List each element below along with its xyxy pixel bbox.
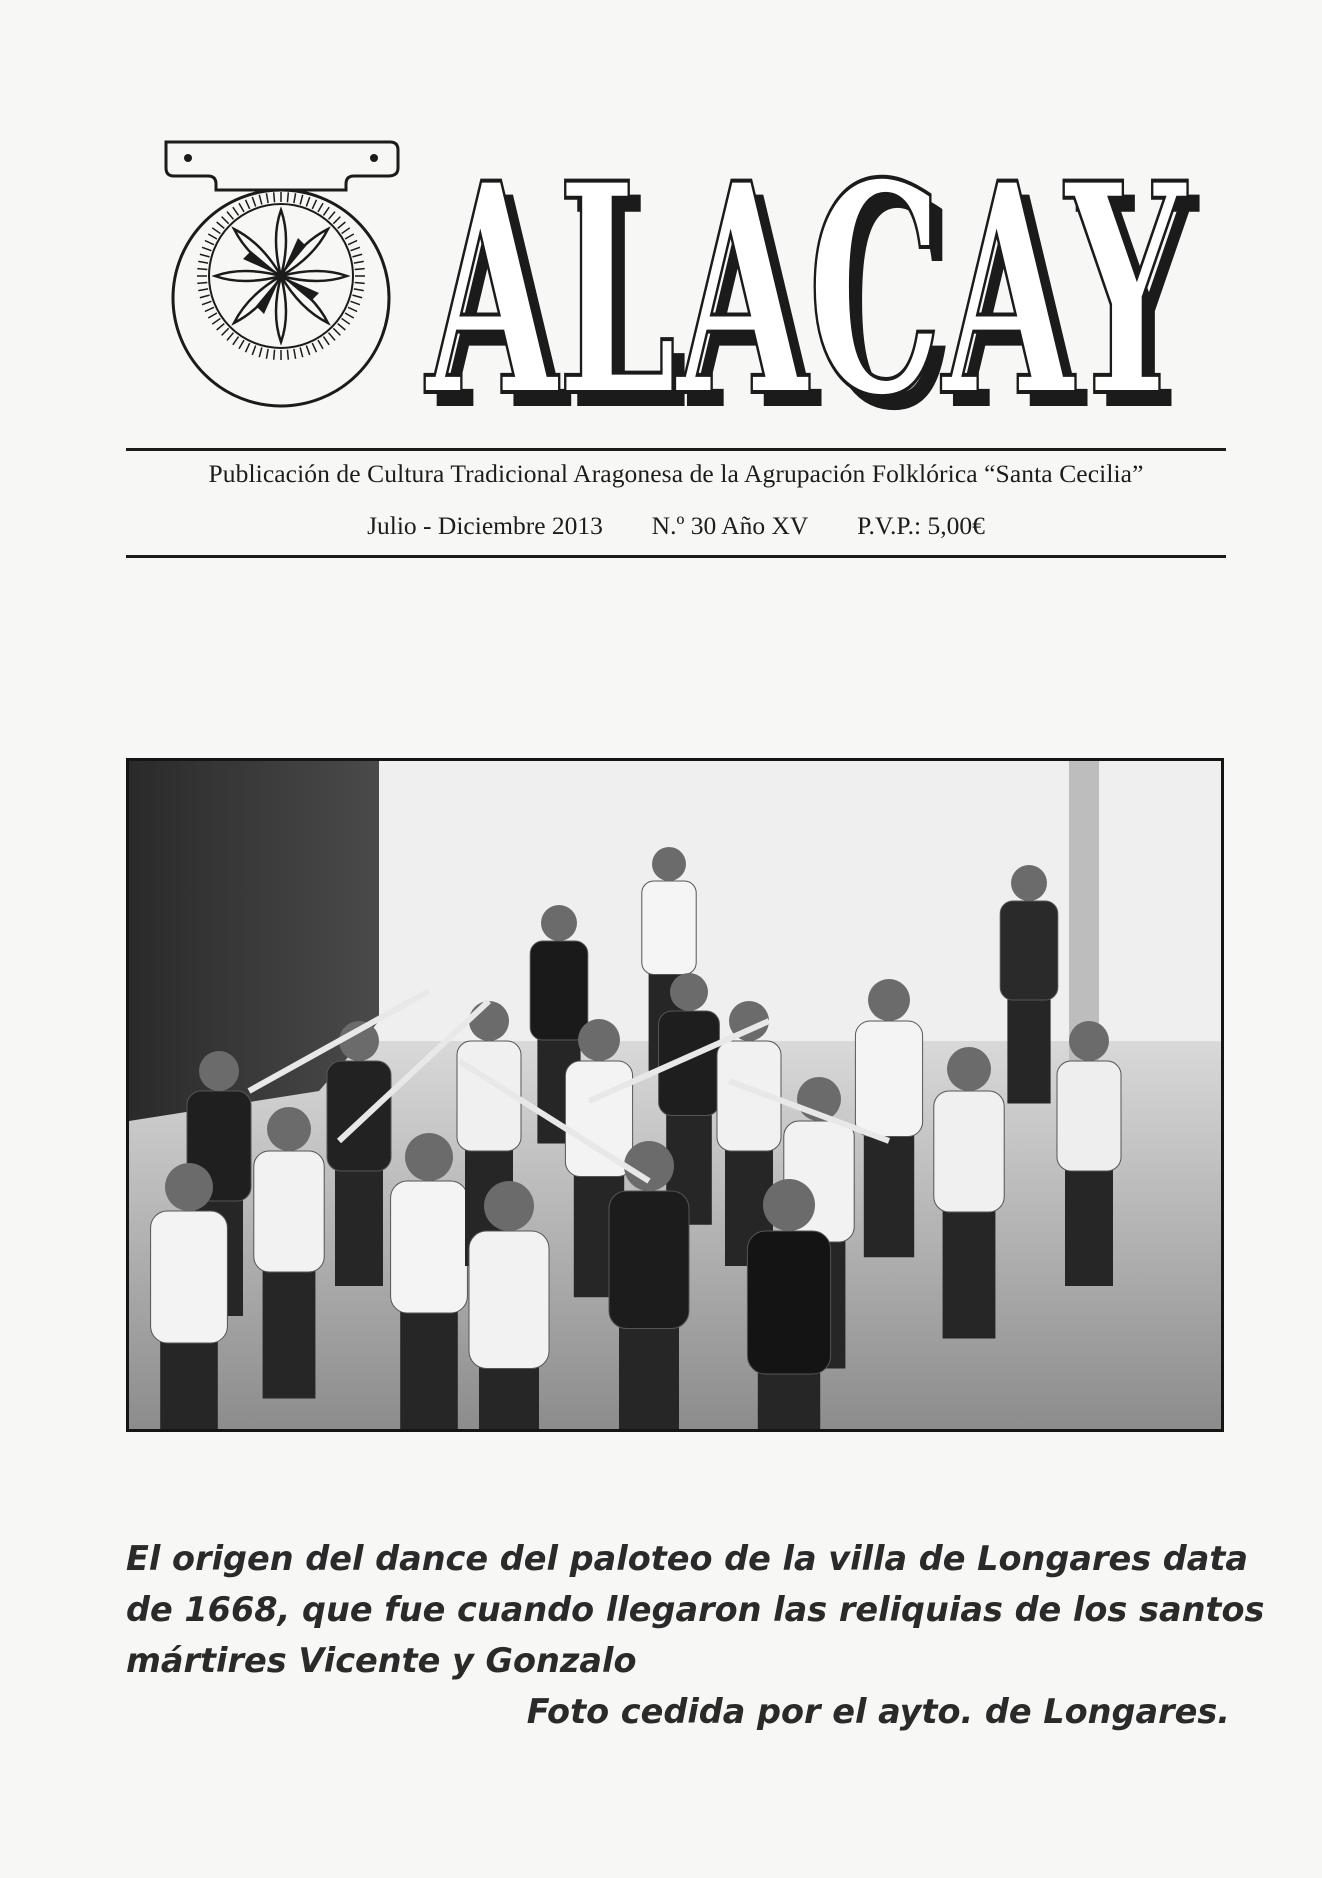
carved-rosette-emblem-icon xyxy=(158,138,404,418)
issue-info xyxy=(126,511,1226,541)
caption-line: de 1668, que fue cuando llegaron las reliquias de los santos xyxy=(126,1590,1265,1629)
title-shadow: ALACAY xyxy=(435,135,1202,420)
cover-caption xyxy=(126,1533,1265,1686)
header-rule-bottom xyxy=(126,555,1226,558)
header-rule-top xyxy=(126,448,1226,451)
publication-subtitle: Publicación de Cultura Tradicional Aragonesa de la Agrupación Folklórica “Santa Cecilia” xyxy=(208,459,1144,488)
issue-price: P.V.P.: 5,00€ xyxy=(857,511,985,540)
photo-credit: Foto cedida por el ayto. de Longares. xyxy=(526,1692,1230,1731)
dance-group-photo xyxy=(126,758,1224,1432)
caption-line: El origen del dance del paloteo de la villa de Longares data xyxy=(126,1539,1249,1578)
issue-number: N.º 30 Año XV xyxy=(651,511,809,540)
magazine-title-logo xyxy=(420,110,1210,420)
issue-period: Julio - Diciembre 2013 xyxy=(367,511,603,540)
title-text: ALACAY xyxy=(423,121,1190,420)
caption-line: mártires Vicente y Gonzalo xyxy=(126,1641,637,1680)
